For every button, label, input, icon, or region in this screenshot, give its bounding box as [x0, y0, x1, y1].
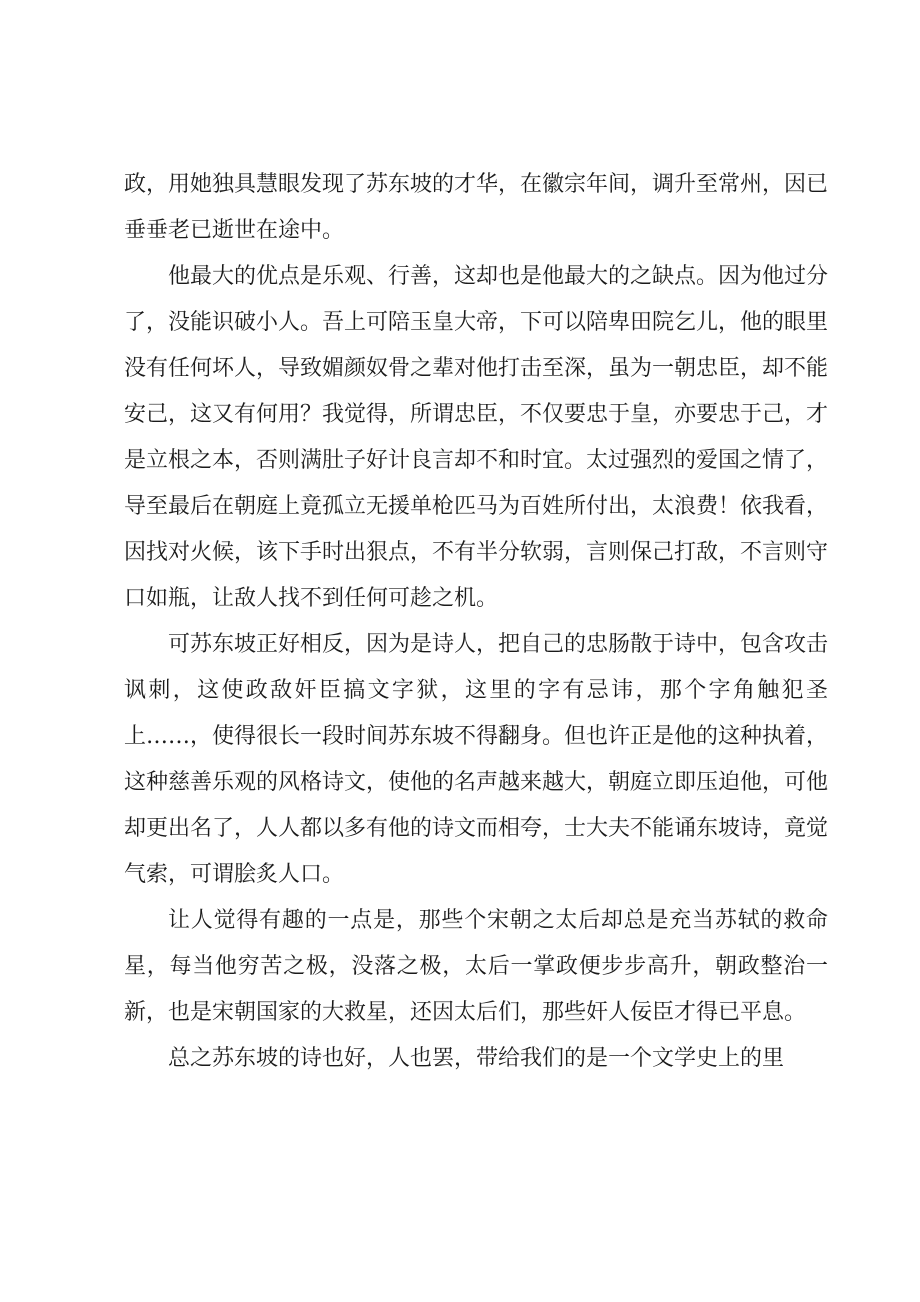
paragraph-4: 让人觉得有趣的一点是，那些个宋朝之太后却总是充当苏轼的救命星，每当他穷苦之极，没落之极，太后一掌政便步步高升，朝政整治一新，也是宋朝国家的大救星，还因太后们，那些奸人佞臣才得已平息。 [124, 908, 828, 1025]
paragraph-5: 总之苏东坡的诗也好，人也罢，带给我们的是一个文学史上的里 [168, 1046, 785, 1071]
paragraph-3: 可苏东坡正好相反，因为是诗人，把自己的忠肠散于诗中，包含攻击讽刺，这使政敌奸臣搞文字狱，这里的字有忌讳，那个字角触犯圣上……，使得很长一段时间苏东坡不得翻身。但也许正是他的这种执着，这种慈善乐观的风格诗文，使他的名声越来越大，朝庭立即压迫他，可他却更出名了，人人都以多有他的诗文而相夸，士大夫不能诵东坡诗，竟觉气索，可谓脍炙人口。 [124, 632, 829, 887]
document-body [124, 162, 828, 1082]
paragraph-2: 他最大的优点是乐观、行善，这却也是他最大的之缺点。因为他过分了，没能识破小人。吾上可陪玉皇大帝，下可以陪卑田院乞儿，他的眼里没有任何坏人，导致媚颜奴骨之辈对他打击至深，虽为一朝忠臣，却不能安己，这又有何用？我觉得，所谓忠臣，不仅要忠于皇，亦要忠于己，才是立根之本，否则满肚子好计良言却不和时宜。太过强烈的爱国之情了，导至最后在朝庭上竟孤立无援单枪匹马为百姓所付出，太浪费！依我看，因找对火候，该下手时出狠点，不有半分软弱，言则保己打敌，不言则守口如瓶，让敌人找不到任何可趁之机。 [124, 264, 829, 611]
paragraph-1: 政，用她独具慧眼发现了苏东坡的才华，在徽宗年间，调升至常州，因已垂垂老已逝世在途中。 [124, 172, 829, 243]
